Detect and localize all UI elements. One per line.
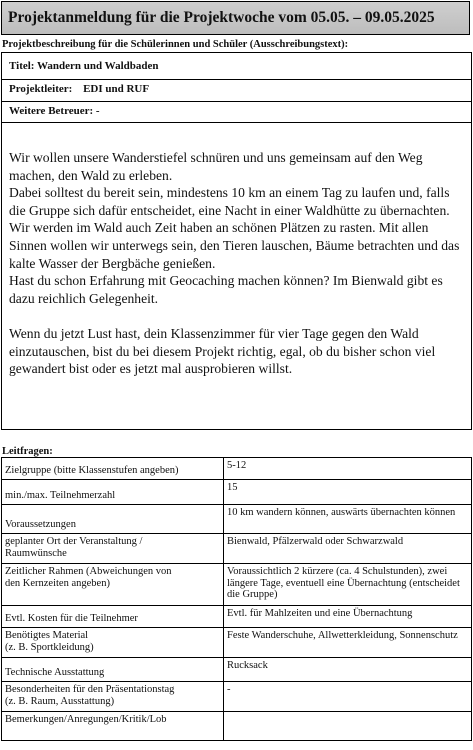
project-leader — [9, 83, 149, 95]
table-row — [2, 658, 472, 682]
question-cell: Technische Ausstattung — [2, 658, 224, 682]
description-paragraph: Dabei solltest du bereit sein, mindestens 10 km an einem Tag zu laufen und, falls die Gruppe sich dafür entscheidet, eine Nacht in einer Waldhütte zu übernachten. Wir werden im Wald auch Zeit haben an schönen Plätzen zu rasten. Mit allen Sinnen wollen wir unterwegs sein, den Tieren lauschen, Bäume betrachten und das kalte Wasser der Bergbäche genießen. — [9, 185, 460, 271]
divider — [2, 79, 471, 80]
project-title: Titel: Wandern und Waldbaden — [9, 60, 159, 72]
question-cell: Zeitlicher Rahmen (Abweichungen von den Kernzeiten angeben) — [2, 564, 224, 606]
project-leader-value: EDI und RUF — [83, 83, 150, 95]
description-section-label: Projektbeschreibung für die Schülerinnen und Schüler (Ausschreibungstext): — [2, 39, 349, 50]
table-row — [2, 628, 472, 658]
guide-questions-label: Leitfragen: — [2, 446, 53, 457]
answer-cell: Voraussichtlich 2 kürzere (ca. 4 Schulstunden), zwei längere Tage, eventuell eine Übernachtung (entscheidet die Gruppe) — [224, 564, 472, 606]
question-cell: Benötigtes Material (z. B. Sportkleidung) — [2, 628, 224, 658]
table-row — [2, 534, 472, 564]
table-row — [2, 564, 472, 606]
answer-cell: Feste Wanderschuhe, Allwetterkleidung, Sonnenschutz — [224, 628, 472, 658]
table-row — [2, 712, 472, 741]
question-cell: Zielgruppe (bitte Klassenstufen angeben) — [2, 458, 224, 480]
page-title: Projektanmeldung für die Projektwoche vom 05.05. – 09.05.2025 — [1, 1, 470, 35]
project-leader-label: Projektleiter: — [9, 83, 73, 95]
answer-cell: - — [224, 682, 472, 712]
answer-cell: 10 km wandern können, auswärts übernachten können — [224, 505, 472, 534]
project-description-box — [1, 52, 472, 430]
question-cell: Bemerkungen/Anregungen/Kritik/Lob — [2, 712, 224, 741]
answer-cell: 15 — [224, 480, 472, 505]
table-row — [2, 480, 472, 505]
answer-cell: Rucksack — [224, 658, 472, 682]
table-row — [2, 458, 472, 480]
answer-cell: Evtl. für Mahlzeiten und eine Übernachtung — [224, 606, 472, 628]
question-cell: min./max. Teilnehmerzahl — [2, 480, 224, 505]
further-supervisors: Weitere Betreuer: - — [9, 105, 100, 117]
divider — [2, 122, 471, 123]
answer-cell: 5-12 — [224, 458, 472, 480]
description-paragraph: Wenn du jetzt Lust hast, dein Klassenzimmer für vier Tage gegen den Wald einzutauschen, bist du bei diesem Projekt richtig, egal, ob du bisher schon viel gewandert bist oder es jetzt mal ausprobieren willst. — [9, 325, 436, 377]
description-paragraph: Hast du schon Erfahrung mit Geocaching machen können? Im Bienwald gibt es dazu reichlich Gelegenheit. — [9, 273, 443, 306]
question-cell: Besonderheiten für den Präsentationstag (z. B. Raum, Ausstattung) — [2, 682, 224, 712]
divider — [2, 101, 471, 102]
table-row — [2, 682, 472, 712]
description-text — [9, 149, 469, 378]
answer-cell: Bienwald, Pfälzerwald oder Schwarzwald — [224, 534, 472, 564]
question-cell: geplanter Ort der Veranstaltung / Raumwünsche — [2, 534, 224, 564]
table-row — [2, 606, 472, 628]
question-cell: Evtl. Kosten für die Teilnehmer — [2, 606, 224, 628]
table-row — [2, 505, 472, 534]
description-paragraph: Wir wollen unsere Wanderstiefel schnüren und uns gemeinsam auf den Weg machen, den Wald zu erleben. — [9, 150, 423, 183]
question-cell: Voraussetzungen — [2, 505, 224, 534]
answer-cell — [224, 712, 472, 741]
guide-questions-table — [1, 457, 472, 741]
